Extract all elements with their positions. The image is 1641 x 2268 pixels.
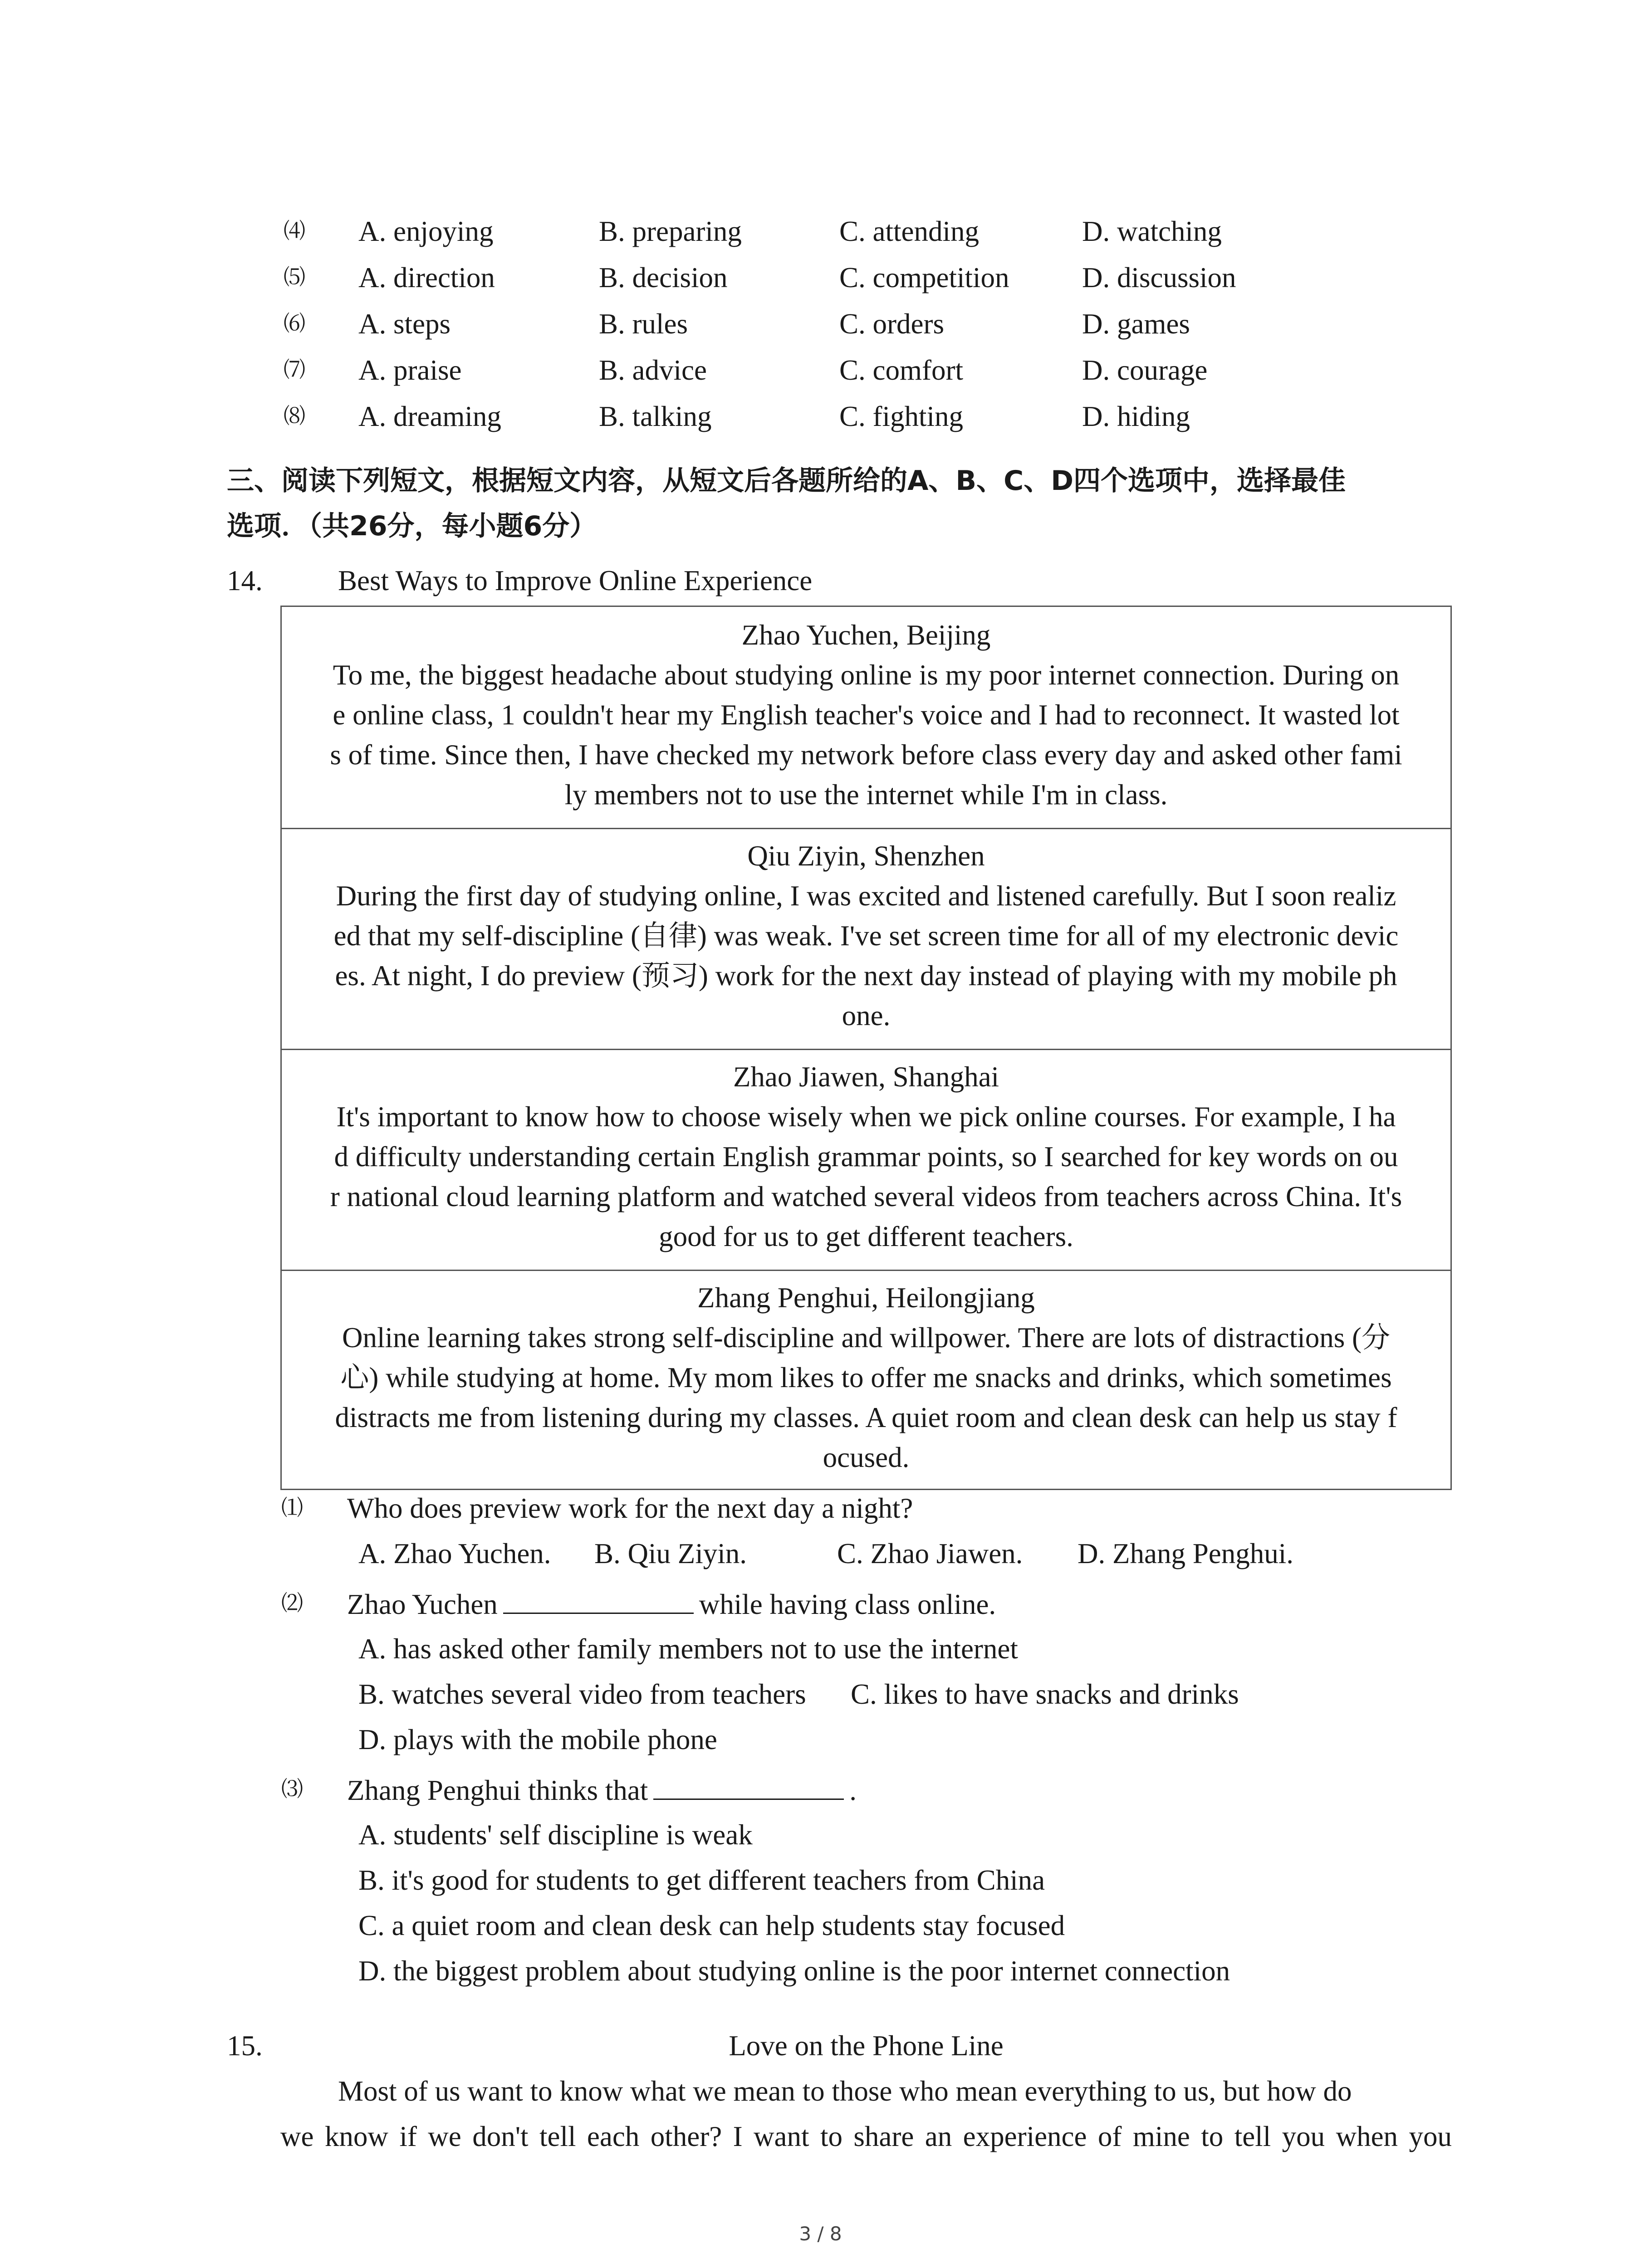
- answer-option: D. Zhang Penghui.: [1078, 1538, 1293, 1569]
- testimonial-text-line: d difficulty understanding certain English grammar points, so I searched for key words on ou: [334, 1141, 1398, 1173]
- testimonial-text-line: ocused.: [823, 1442, 910, 1473]
- stem-after: .: [849, 1774, 857, 1806]
- testimonial-author: Zhao Yuchen, Beijing: [741, 619, 991, 651]
- option-row-number: ⑹: [284, 312, 306, 336]
- answer-blank: [503, 1585, 694, 1614]
- answer-option: A. Zhao Yuchen.: [358, 1538, 551, 1569]
- option-row-number: ⑸: [284, 265, 306, 289]
- option-row-number: ⑺: [284, 358, 306, 382]
- testimonial-text-line: 心) while studying at home. My mom likes to offer me snacks and drinks, which sometimes: [340, 1362, 1392, 1393]
- answer-option: D. plays with the mobile phone: [358, 1724, 717, 1755]
- testimonial-text-line: It's important to know how to choose wisely when we pick online courses. For example, I ha: [336, 1101, 1396, 1133]
- subquestion-number: ⑴: [281, 1496, 304, 1520]
- question-15-text-line-1: Most of us want to know what we mean to those who mean everything to us, but how do: [338, 2075, 1352, 2107]
- option-d: D. hiding: [1082, 401, 1190, 432]
- option-a: A. praise: [358, 354, 462, 386]
- testimonial-cell: [282, 1278, 1450, 1477]
- question-15-text-line-2: we know if we don't tell each other? I want to share an experience of mine to tell you when you: [280, 2121, 1452, 2152]
- answer-option: A. students' self discipline is weak: [358, 1819, 753, 1851]
- section-heading-line-2: 选项．（共26分，每小题6分）: [227, 510, 597, 542]
- option-c: C. attending: [839, 215, 979, 247]
- answer-option: B. Qiu Ziyin.: [594, 1538, 747, 1569]
- testimonial-text-line: Online learning takes strong self-discipline and willpower. There are lots of distractions (分: [342, 1322, 1390, 1354]
- option-row-number: ⑷: [284, 219, 306, 243]
- testimonial-text-line: r national cloud learning platform and watched several videos from teachers across China. It's: [330, 1181, 1402, 1212]
- question-15-number: 15.: [227, 2030, 263, 2062]
- answer-option: C. a quiet room and clean desk can help students stay focused: [358, 1910, 1065, 1941]
- testimonial-text-line: one.: [842, 1000, 891, 1031]
- option-d: D. courage: [1082, 354, 1208, 386]
- subquestion-stem: Who does preview work for the next day a night?: [347, 1492, 913, 1524]
- question-14-number: 14.: [227, 565, 263, 596]
- question-15-title: Love on the Phone Line: [729, 2030, 1004, 2062]
- testimonial-cell: [282, 615, 1450, 815]
- option-b: B. talking: [599, 401, 712, 432]
- testimonial-table: [280, 606, 1452, 1490]
- option-row-number: ⑻: [284, 404, 306, 428]
- answer-option: D. the biggest problem about studying online is the poor internet connection: [358, 1955, 1230, 1987]
- stem-after: while having class online.: [699, 1589, 996, 1620]
- option-b: B. preparing: [599, 215, 742, 247]
- answer-option: C. likes to have snacks and drinks: [851, 1678, 1239, 1710]
- testimonial-text-line: During the first day of studying online, I was excited and listened carefully. But I soon realiz: [336, 880, 1396, 912]
- subquestion-number: ⑶: [281, 1777, 304, 1801]
- table-row-divider: [282, 1270, 1450, 1271]
- option-c: C. comfort: [839, 354, 963, 386]
- answer-blank: [653, 1771, 844, 1800]
- testimonial-text-line: e online class, 1 couldn't hear my English teacher's voice and I had to reconnect. It wasted lot: [333, 699, 1400, 731]
- answer-option: B. it's good for students to get different teachers from China: [358, 1864, 1045, 1896]
- option-d: D. games: [1082, 308, 1190, 340]
- option-a: A. steps: [358, 308, 451, 340]
- subquestion-number: ⑵: [281, 1591, 304, 1615]
- table-row-divider: [282, 828, 1450, 829]
- answer-option: A. has asked other family members not to use the internet: [358, 1633, 1018, 1665]
- option-c: C. fighting: [839, 401, 964, 432]
- option-a: A. dreaming: [358, 401, 501, 432]
- question-14-title: Best Ways to Improve Online Experience: [338, 565, 813, 596]
- testimonial-author: Zhao Jiawen, Shanghai: [733, 1061, 999, 1093]
- stem-before: Zhang Penghui thinks that: [347, 1774, 648, 1806]
- testimonial-author: Zhang Penghui, Heilongjiang: [697, 1282, 1035, 1314]
- table-row-divider: [282, 1049, 1450, 1050]
- option-d: D. discussion: [1082, 262, 1236, 293]
- option-b: B. decision: [599, 262, 728, 293]
- testimonial-text-line: To me, the biggest headache about studying online is my poor internet connection. During on: [333, 659, 1400, 691]
- subquestion-stem: [347, 1771, 857, 1809]
- testimonial-text-line: good for us to get different teachers.: [659, 1221, 1073, 1252]
- option-c: C. orders: [839, 308, 944, 340]
- option-c: C. competition: [839, 262, 1009, 293]
- option-a: A. enjoying: [358, 215, 494, 247]
- option-d: D. watching: [1082, 215, 1222, 247]
- subquestion-stem: [347, 1585, 996, 1623]
- option-b: B. rules: [599, 308, 688, 340]
- answer-option: C. Zhao Jiawen.: [837, 1538, 1023, 1569]
- section-three-heading: [227, 458, 1346, 549]
- testimonial-text-line: es. At night, I do preview (预习) work for the next day instead of playing with my mobile ph: [335, 960, 1397, 992]
- testimonial-cell: [282, 1057, 1450, 1256]
- option-a: A. direction: [358, 262, 495, 293]
- option-b: B. advice: [599, 354, 707, 386]
- section-heading-line-1: 三、阅读下列短文，根据短文内容，从短文后各题所给的A、B、C、D四个选项中，选择最佳: [227, 465, 1346, 497]
- testimonial-text-line: ed that my self-discipline (自律) was weak. I've set screen time for all of my electronic devic: [333, 920, 1399, 952]
- testimonial-author: Qiu Ziyin, Shenzhen: [747, 840, 985, 872]
- testimonial-text-line: distracts me from listening during my classes. A quiet room and clean desk can help us stay f: [335, 1402, 1397, 1433]
- testimonial-cell: [282, 836, 1450, 1036]
- testimonial-text-line: ly members not to use the internet while I'm in class.: [564, 779, 1168, 811]
- testimonial-text-line: s of time. Since then, I have checked my network before class every day and asked other fami: [330, 739, 1402, 771]
- page-number: 3 / 8: [799, 2223, 842, 2245]
- stem-before: Zhao Yuchen: [347, 1589, 498, 1620]
- answer-option: B. watches several video from teachers: [358, 1678, 806, 1710]
